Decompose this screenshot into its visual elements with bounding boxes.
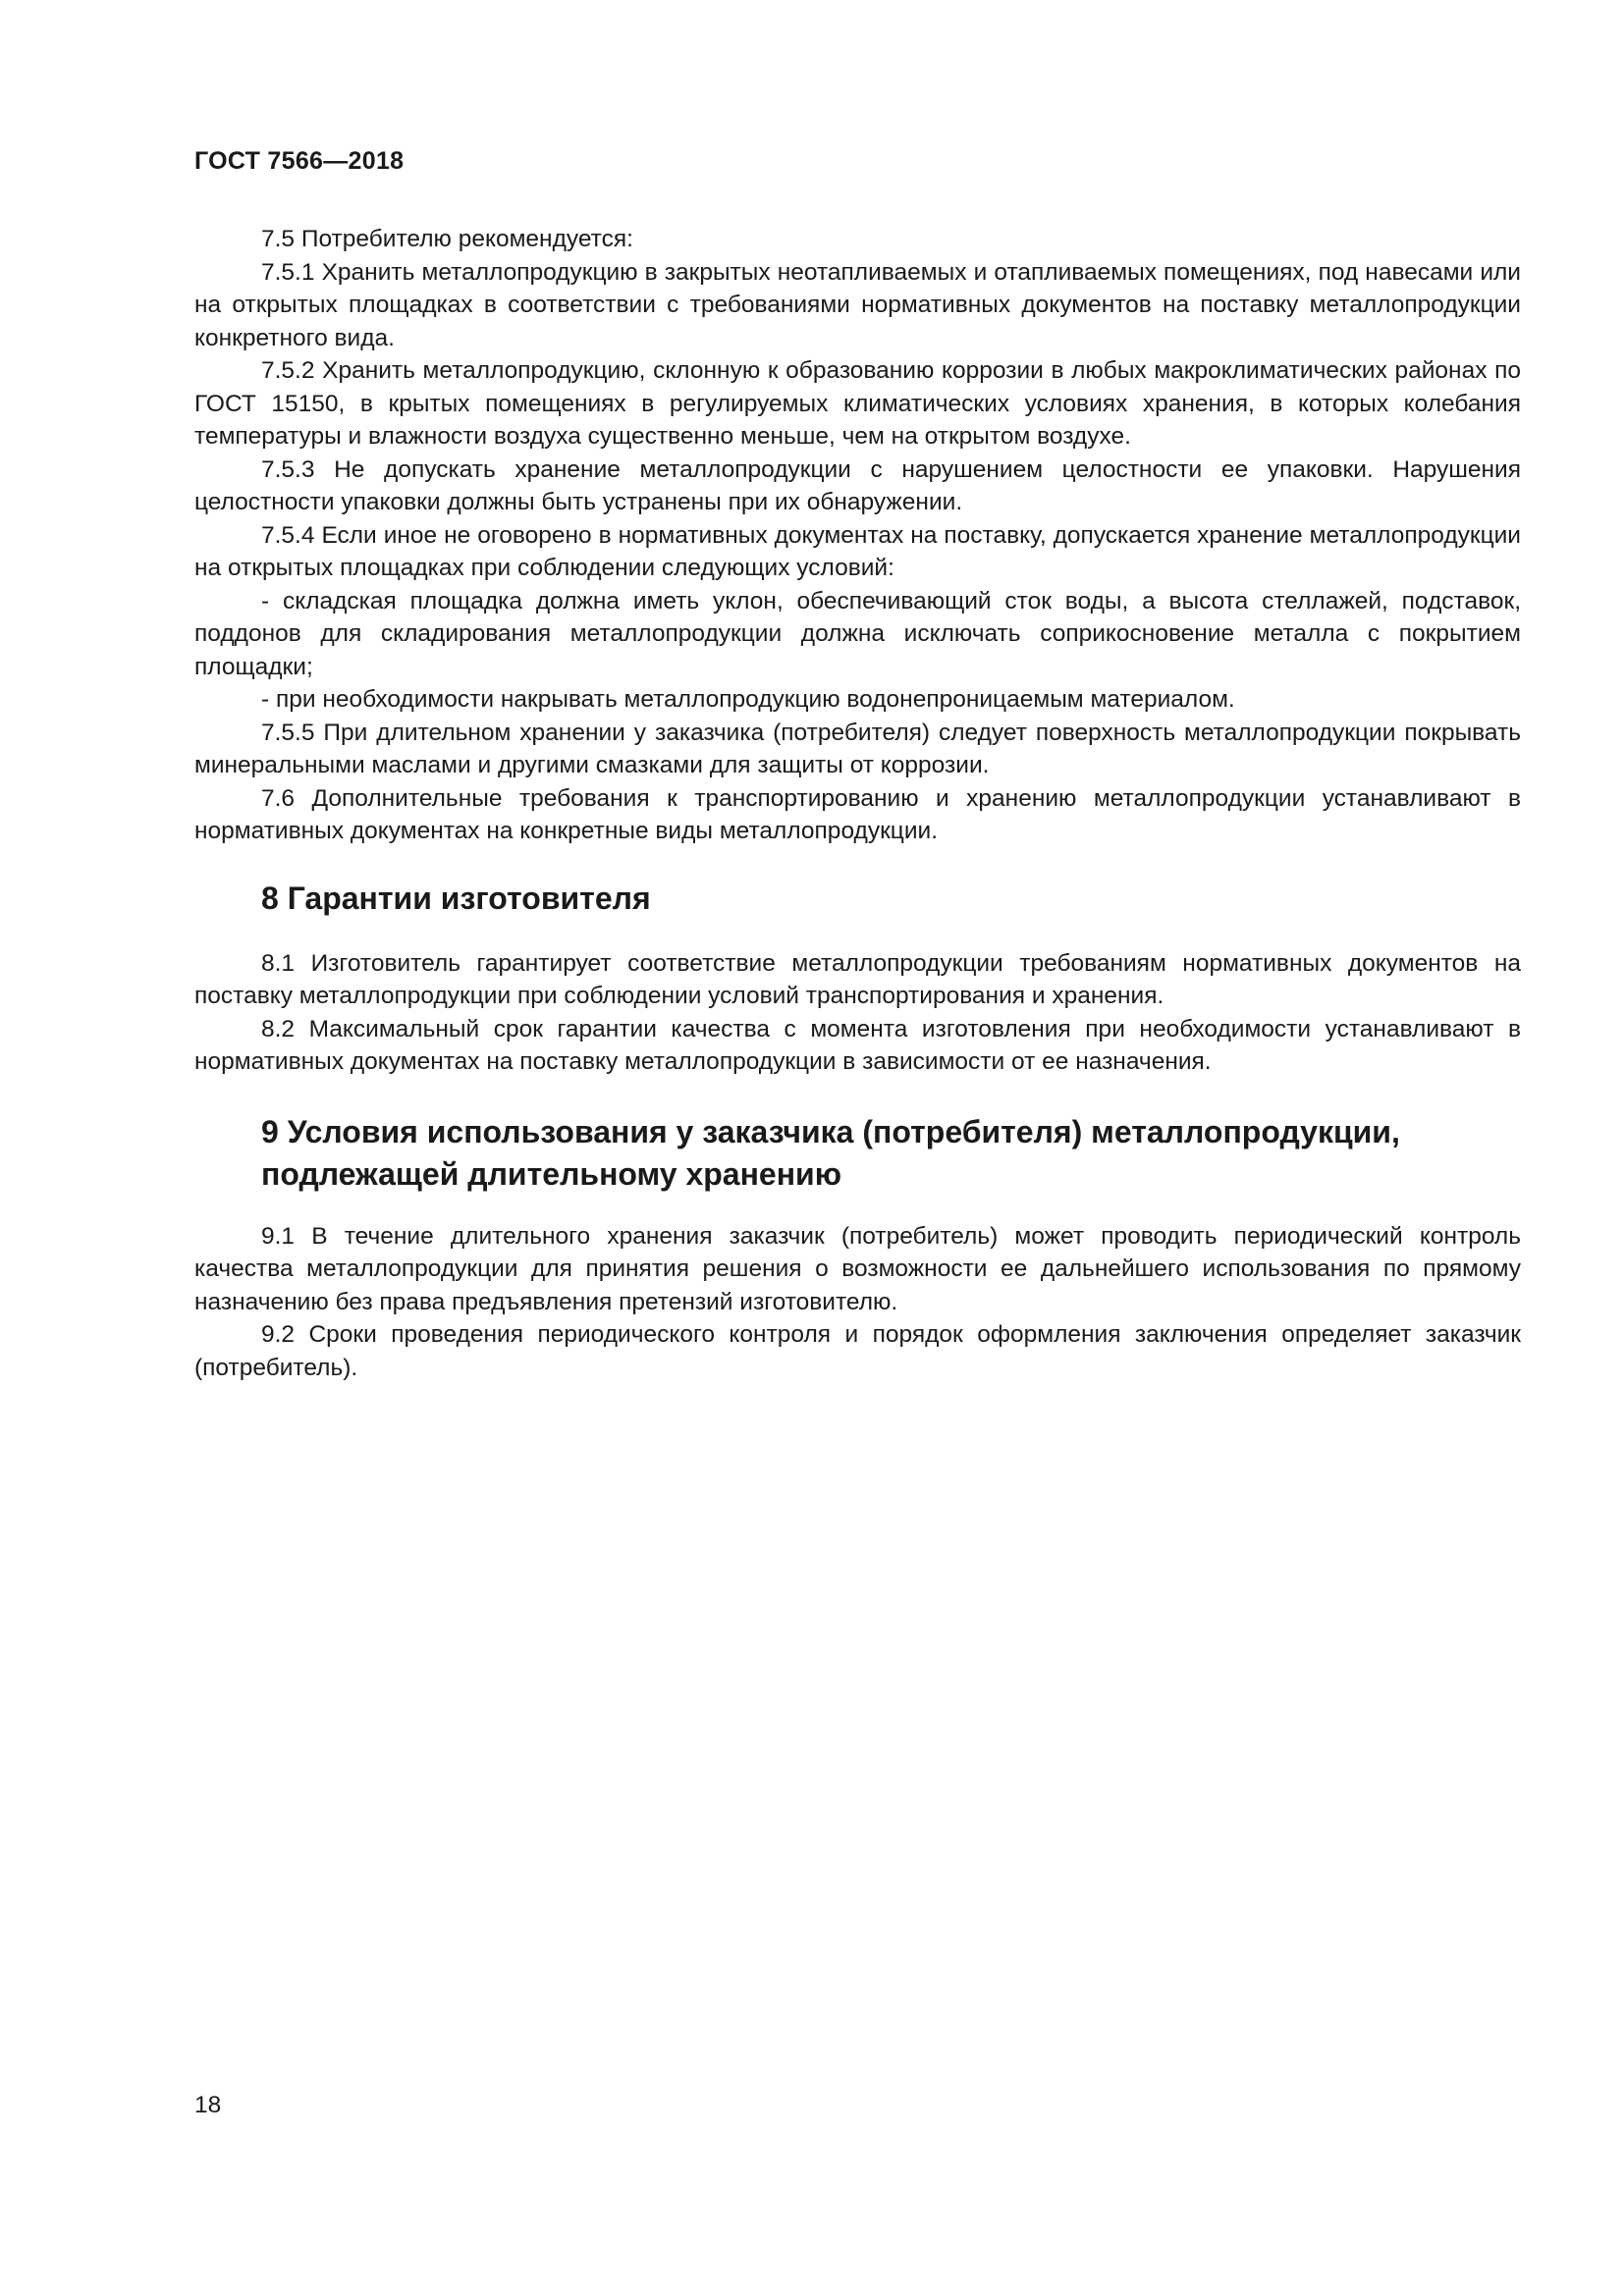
clause-7-5: 7.5 Потребителю рекомендуется: — [261, 226, 633, 252]
clause-7-5-5: 7.5.5 При длительном хранении у заказчика (потребителя) следует поверхность металлопродукции покрывать минеральными маслами и другими смазками для защиты от коррозии. — [194, 719, 1521, 778]
document-code-header: ГОСТ 7566—2018 — [194, 147, 405, 175]
clause-9-2: 9.2 Сроки проведения периодического контроля и порядок оформления заключения определяет заказчик (потребитель). — [194, 1321, 1521, 1381]
clause-7-6: 7.6 Дополнительные требования к транспортированию и хранению металлопродукции устанавливают в нормативных документах на конкретные виды металлопродукции. — [194, 784, 1521, 844]
clause-7-5-4: 7.5.4 Если иное не оговорено в нормативных документах на поставку, допускается хранение металлопродукции на открытых площадках при соблюдении следующих условий: — [194, 521, 1521, 581]
section-9-heading: 9 Условия использования у заказчика (потребителя) металлопродукции, подлежащей длительному хранению — [261, 1113, 1400, 1192]
clause-8-1: 8.1 Изготовитель гарантирует соответствие металлопродукции требованиям нормативных документов на поставку металлопродукции при соблюдении условий транспортирования и хранения. — [194, 949, 1521, 1009]
clause-7-5-3: 7.5.3 Не допускать хранение металлопродукции с нарушением целостности ее упаковки. Нарушения целостности упаковки должны быть устранены при их обнаружении. — [194, 455, 1521, 515]
clause-7-5-4-item-b: - при необходимости накрывать металлопродукцию водонепроницаемым материалом. — [261, 686, 1235, 713]
clause-8-2: 8.2 Максимальный срок гарантии качества с момента изготовления при необходимости устанавливают в нормативных документах на поставку металлопродукции в зависимости от ее назначения. — [194, 1015, 1521, 1075]
page-content — [194, 223, 1521, 1384]
page-number: 18 — [194, 2092, 222, 2118]
clause-7-5-4-item-a: - складская площадка должна иметь уклон, обеспечивающий сток воды, а высота стеллажей, подставок, поддонов для складирования металлопродукции должна исключать соприкосновение металла с покрытием площадки; — [194, 587, 1521, 680]
clause-7-5-2: 7.5.2 Хранить металлопродукцию, склонную к образованию коррозии в любых макроклиматических районах по ГОСТ 15150, в крытых помещениях в регулируемых климатических условиях хранения, в которых колебания температуры и влажности воздуха существенно меньше, чем на открытом воздухе. — [194, 357, 1521, 450]
clause-7-5-1: 7.5.1 Хранить металлопродукцию в закрытых неотапливаемых и отапливаемых помещениях, под навесами или на открытых площадках в соответствии с требованиями нормативных документов на поставку металлопродукции конкретного вида. — [194, 258, 1521, 351]
clause-9-1: 9.1 В течение длительного хранения заказчик (потребитель) может проводить периодический контроль качества металлопродукции для принятия решения о возможности ее дальнейшего использования по прямому назначению без права предъявления претензий изготовителю. — [194, 1222, 1521, 1315]
section-8-heading: 8 Гарантии изготовителя — [261, 880, 651, 916]
